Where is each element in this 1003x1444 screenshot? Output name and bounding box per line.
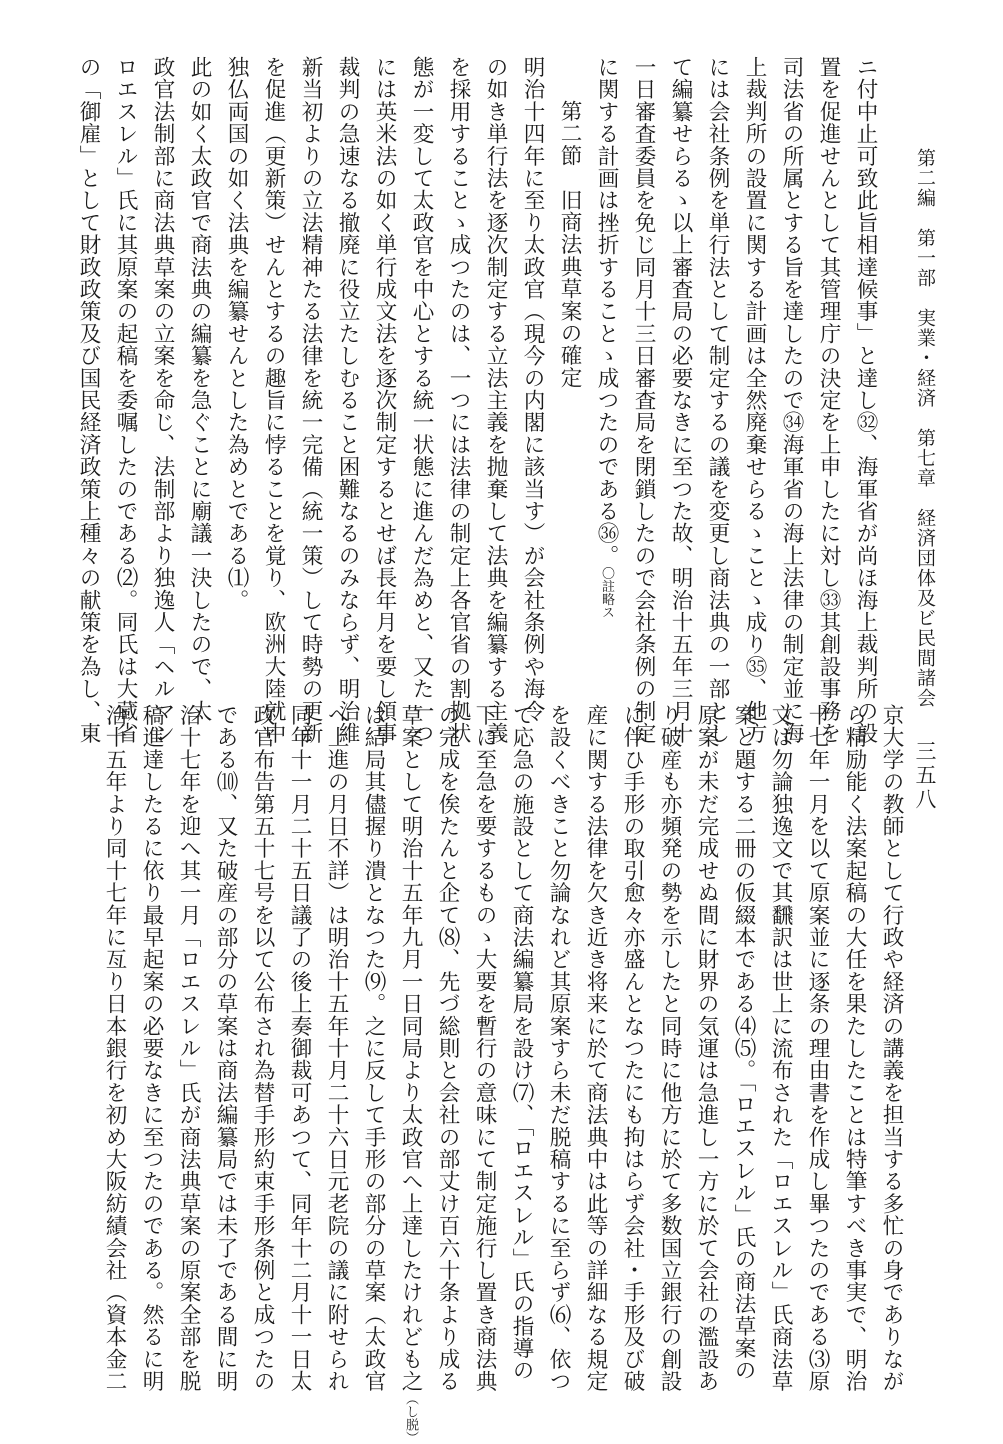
footnote-omitted-note: 〇註略ス bbox=[599, 566, 614, 619]
text-line: 原案が未だ完成せぬ間に財界の気運は急進し一方に於て会社の濫設あ bbox=[694, 704, 719, 1393]
text-line: 明治十四年に至り太政官（現今の内閣に該当す）が会社条例や海令 bbox=[520, 56, 545, 722]
running-header: 第二編 第一部 実業・経済 第七章 経済団体及ビ民間諸会 bbox=[914, 148, 936, 708]
text-line: 独仏両国の如く法典を編纂せんとした為めとである⑴。 bbox=[224, 56, 249, 611]
text-line: へ上進の月日不詳）は明治十五年十月二十六日元老院の議に附せられ bbox=[324, 704, 349, 1393]
text-line-content: に関する計画は挫折することゝ成つたのである㊱。 bbox=[594, 56, 619, 567]
text-line: 政官布告第五十七号を以て公布され為替手形約束手形条例と成つたの bbox=[250, 704, 275, 1393]
text-line: ロエスレル」氏に其原案の起稿を委嘱したのである⑵。同氏は大蔵省 bbox=[113, 56, 138, 745]
text-line: は結局其儘握り潰となつた⑼。之に反して手形の部分の草案（太政官 bbox=[361, 704, 386, 1393]
text-line: 稿進達したるに依り最早起案の必要なきに至つたのである。然るに明 bbox=[139, 704, 164, 1393]
text-line: 司法省の所属とする旨を達したので㉞海軍省の海上法律の制定並に海 bbox=[779, 56, 804, 745]
text-line: の「御雇」として財政政策及び国民経済政策上種々の献策を為し、東 bbox=[76, 56, 101, 745]
section-heading: 第二節 旧商法典草案の確定 bbox=[557, 100, 582, 389]
text-line: 置を促進せんとして其管理庁の決定を上申したに対し㉝其創設事務を bbox=[816, 56, 841, 745]
text-line: 一日審査委員を免じ同月十三日審査局を閉鎖したので会社条例の制定 bbox=[631, 56, 656, 745]
bottom-text-block bbox=[60, 704, 910, 1444]
text-line: に伴ひ手形の取引愈々亦盛んとなつたにも拘はらず会社・手形及び破 bbox=[620, 704, 645, 1393]
text-line: 態が一変して太政官を中心とする統一状態に進んだ為めと、又た一つ bbox=[409, 56, 434, 745]
text-line: には英米法の如く単行成文法を逐次制定するとせば長年月を要し領事 bbox=[372, 56, 397, 745]
text-line: である⑽、又た破産の部分の草案は商法編纂局では未了である間に明 bbox=[213, 704, 238, 1393]
text-line: を促進（更新策）せんとするの趣旨に悖ることを覚り、欧洲大陸就中 bbox=[261, 56, 286, 745]
text-line: 治十七年を迎へ其一月「ロエスレル」氏が商法典草案の原案全部を脱 bbox=[176, 704, 201, 1393]
text-line: 新当初よりの立法精神たる法律を統一完備（統一策）して時勢の更新 bbox=[298, 56, 323, 745]
text-line: 文は勿論独逸文で其飜訳は世上に流布された「ロエスレル」氏商法草 bbox=[768, 704, 793, 1393]
text-line: ニ付中止可致此旨相達候事」と達し㉜、海軍省が尚ほ海上裁判所の設 bbox=[853, 56, 878, 745]
text-line: り破産も亦頻発の勢を示したと同時に他方に於て多数国立銀行の創設 bbox=[657, 704, 682, 1393]
text-line: 下に至急を要するものゝ大要を暫行の意味にて制定施行し置き商法典 bbox=[472, 704, 497, 1393]
text-line: 上裁判所の設置に関する計画は全然廃棄せらるゝことゝ成り㉟、他方 bbox=[742, 56, 767, 745]
text-line: の如き単行法を逐次制定する立法主義を抛棄して法典を編纂する主義 bbox=[483, 56, 508, 745]
text-line: 十七年一月を以て原案並に逐条の理由書を作成し畢つたのである⑶原 bbox=[805, 704, 830, 1393]
text-line: を設くべきこと勿論なれど其原案すら未だ脱稿するに至らず⑹、依つ bbox=[546, 704, 571, 1393]
text-line: 案と題する二冊の仮綴本である⑷⑸。「ロエスレル」氏の商法草案の bbox=[731, 704, 756, 1382]
top-text-block bbox=[64, 56, 884, 745]
text-line: 京大学の教師として行政や経済の講義を担当する多忙の身でありなが bbox=[879, 704, 904, 1393]
text-line: 同年十一月二十五日議了の後上奏御裁可あつて、同年十二月十一日太 bbox=[287, 704, 312, 1393]
text-line-content: 草案として明治十五年九月一日同局より太政官へ上達したけれども之 bbox=[398, 704, 423, 1393]
page-number: 三五八 bbox=[913, 740, 937, 812]
text-line: には会社条例を単行法として制定するの議を変更し商法典の一部とし bbox=[705, 56, 730, 745]
text-line: 此の如く太政官で商法典の編纂を急ぐことに廟議一決したので、太 bbox=[187, 56, 212, 722]
text-line: 裁判の急速なる撤廃に役立たしむること困難なるのみならず、明治維 bbox=[335, 56, 360, 745]
text-line: 治十五年より同十七年に亙り日本銀行を初め大阪紡績会社（資本金二 bbox=[102, 704, 127, 1393]
text-line: ら精励能く法案起稿の大任を果たしたことは特筆すべき事実で、明治 bbox=[842, 704, 867, 1393]
inline-correction-note: （し脱） bbox=[403, 1392, 418, 1444]
text-line: 産に関する法律を欠き近き将来に於て商法典中は此等の詳細なる規定 bbox=[583, 704, 608, 1393]
text-line: て応急の施設として商法編纂局を設け⑺、「ロエスレル」氏の指導の bbox=[509, 704, 534, 1382]
text-line: の完成を俟たんと企て⑻、先づ総則と会社の部丈け百六十条より成る bbox=[435, 704, 460, 1393]
text-line: 政官法制部に商法典草案の立案を命じ、法制部より独逸人「ヘルマン bbox=[150, 56, 175, 745]
text-line: を採用することゝ成つたのは、一つには法律の制定上各官省の割拠状 bbox=[446, 56, 471, 745]
text-line bbox=[392, 704, 429, 1444]
text-line: て編纂せらるゝ以上審査局の必要なきに至つた故、明治十五年三月十 bbox=[668, 56, 693, 745]
text-line bbox=[588, 56, 625, 674]
